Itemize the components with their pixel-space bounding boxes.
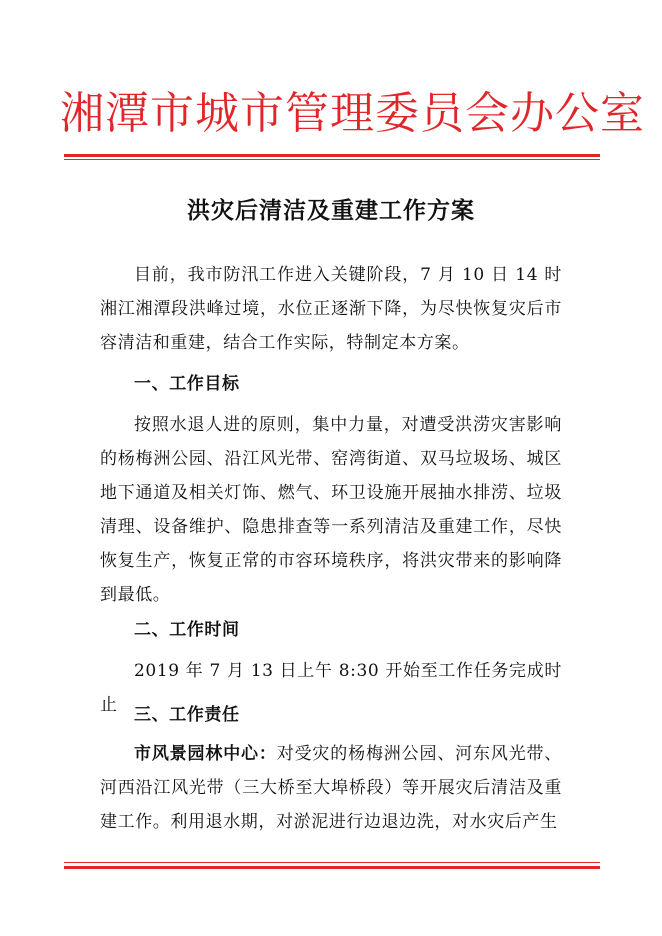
section-heading-responsibility: 三、工作责任	[134, 705, 240, 725]
section-body-goal: 按照水退人进的原则，集中力量，对遭受洪涝灾害影响的杨梅洲公园、沿江风光带、窑湾街道、双马垃圾场、城区地下通道及相关灯饰、燃气、环卫设施开展抽水排涝、垃圾清理、设备维护、隐患排查等一系列清洁及重建工作，尽快恢复生产，恢复正常的市容环境秩序，将洪灾带来的影响降到最低。	[100, 415, 562, 605]
footer-rule-thin	[64, 862, 600, 863]
section-body-responsibility	[100, 737, 562, 839]
responsibility-text: 对受灾的杨梅洲公园、河东风光带、河西沿江风光带（三大桥至大埠桥段）等开展灾后清洁及重建工作。利用退水期，对淤泥进行边退边洗，对水灾后产生	[100, 744, 562, 832]
intro-paragraph: 目前，我市防汛工作进入关键阶段，7 月 10 日 14 时湘江湘潭段洪峰过境，水位正逐渐下降，为尽快恢复灾后市容清洁和重建，结合工作实际，特制定本方案。	[100, 265, 562, 353]
responsibility-lead: 市风景园林中心：	[134, 744, 277, 764]
document-title: 洪灾后清洁及重建工作方案	[187, 198, 475, 224]
section-heading-goal: 一、工作目标	[134, 374, 240, 394]
org-header: 湘潭市城市管理委员会办公室	[60, 88, 645, 139]
header-rule-thin	[64, 159, 600, 160]
section-body-time: 2019 年 7 月 13 日上午 8:30 开始至工作任务完成时止	[100, 661, 562, 715]
footer-rule-thick	[64, 866, 600, 869]
section-heading-time: 二、工作时间	[134, 620, 240, 640]
header-rule-thick	[64, 154, 600, 157]
